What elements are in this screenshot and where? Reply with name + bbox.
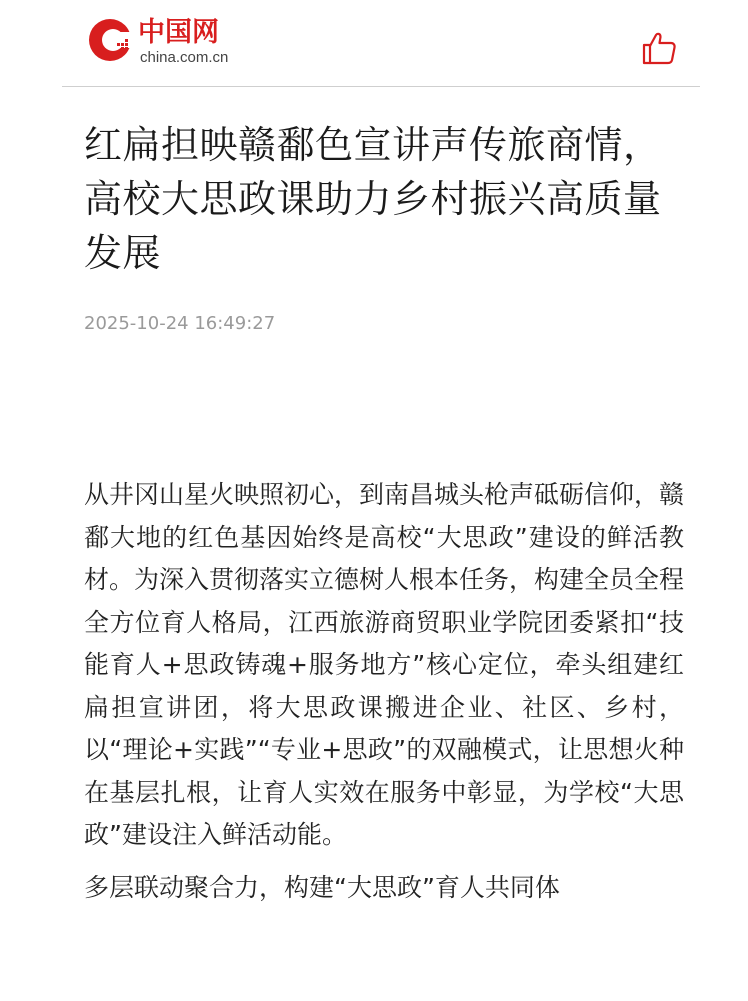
article-timestamp: 2025-10-24 16:49:27 [84, 313, 276, 334]
thumbs-up-icon[interactable] [641, 30, 677, 66]
logo-chinese-text: 中国网 [138, 17, 219, 48]
site-header [0, 0, 748, 87]
article-paragraph: 多层联动聚合力，构建“大思政”育人共同体 [84, 872, 560, 902]
article-title: 红扁担映赣鄱色宣讲声传旅商情，高校大思政课助力乡村振兴高质量发展 [84, 123, 662, 275]
china-net-logo-icon [86, 16, 134, 64]
article-paragraph: 从井冈山星火映照初心，到南昌城头枪声砥砺信仰，赣鄱大地的红色基因始终是高校“大思政”建设的鲜活教材。为深入贯彻落实立德树人根本任务，构建全员全程全方位育人格局，江西旅游商贸职业学院团委紧扣“技能育人+思政铸魂+服务地方”核心定位，牵头组建红扁担宣讲团，将大思政课搬进企业、社区、乡村，以“理论+实践”“专业+思政”的双融模式，让思想火种在基层扎根，让育人实效在服务中彰显，为学校“大思政”建设注入鲜活动能。 [84, 480, 684, 849]
article-body [84, 474, 684, 1001]
logo-domain-text: china.com.cn [140, 49, 229, 66]
header-divider [62, 86, 700, 87]
china-com-cn-logo[interactable] [86, 16, 246, 68]
